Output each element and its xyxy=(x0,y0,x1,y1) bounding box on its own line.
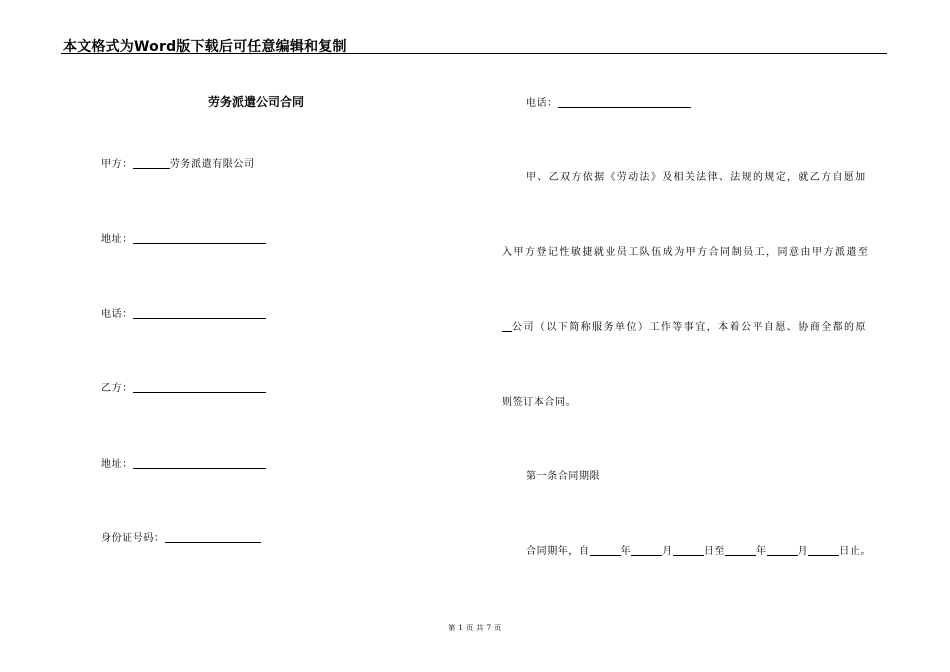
phone-b-blank xyxy=(558,97,691,108)
paragraph-line-3-text: 公司（以下简称服务单位）工作等事宜，本着公平自愿、协商全都的原 xyxy=(512,322,867,333)
phone-a-line xyxy=(101,305,266,320)
start-month-blank xyxy=(631,545,662,556)
party-a-value: 劳务派遣有限公司 xyxy=(169,159,255,170)
end-day-blank xyxy=(808,545,839,556)
contract-term-line xyxy=(526,542,871,557)
start-year-label: 年 xyxy=(620,546,632,557)
paragraph-line-4: 则签订本合同。 xyxy=(502,397,577,408)
address-a-line xyxy=(101,230,266,245)
address-b-blank xyxy=(133,458,266,469)
term-prefix: 合同期年，自 xyxy=(526,546,590,557)
article-1-heading: 第一条合同期限 xyxy=(526,471,601,482)
address-b-line xyxy=(101,455,266,470)
address-a-label: 地址： xyxy=(101,234,133,245)
id-number-blank xyxy=(165,532,261,543)
start-month-label: 月 xyxy=(662,546,673,557)
party-b-label: 乙方： xyxy=(101,383,133,394)
address-b-label: 地址： xyxy=(101,459,133,470)
party-b-blank xyxy=(133,382,266,393)
phone-b-line xyxy=(526,94,691,109)
phone-b-label: 电话： xyxy=(526,98,558,109)
party-a-blank xyxy=(133,158,170,169)
end-month-blank xyxy=(767,545,798,556)
party-a-label: 甲方： xyxy=(101,159,133,170)
end-day-label: 日止。 xyxy=(839,546,872,557)
party-b-line xyxy=(101,379,266,394)
paragraph-line-2: 入甲方登记性敏捷就业员工队伍成为甲方合同制员工，同意由甲方派遣至 xyxy=(502,247,870,258)
company-blank xyxy=(502,321,512,332)
paragraph-line-1: 甲、乙双方依据《劳动法》及相关法律、法规的规定，就乙方自愿加 xyxy=(526,172,867,183)
address-a-blank xyxy=(133,233,266,244)
end-year-blank xyxy=(725,545,756,556)
end-year-label: 年 xyxy=(756,546,767,557)
id-number-label: 身份证号码： xyxy=(101,533,165,544)
header-divider xyxy=(61,53,887,54)
contract-title: 劳务派遣公司合同 xyxy=(208,95,305,109)
party-a-line xyxy=(101,155,255,170)
start-day-blank xyxy=(673,545,704,556)
end-month-label: 月 xyxy=(797,546,809,557)
start-year-blank xyxy=(590,545,621,556)
page-number: 第 1 页 共 7 页 xyxy=(448,624,502,632)
phone-a-label: 电话： xyxy=(101,309,133,320)
id-number-line xyxy=(101,529,261,544)
paragraph-line-3 xyxy=(502,318,867,333)
start-day-label: 日至 xyxy=(703,546,726,557)
phone-a-blank xyxy=(133,308,266,319)
document-header: 本文格式为Word版下载后可任意编辑和复制 xyxy=(63,39,347,55)
